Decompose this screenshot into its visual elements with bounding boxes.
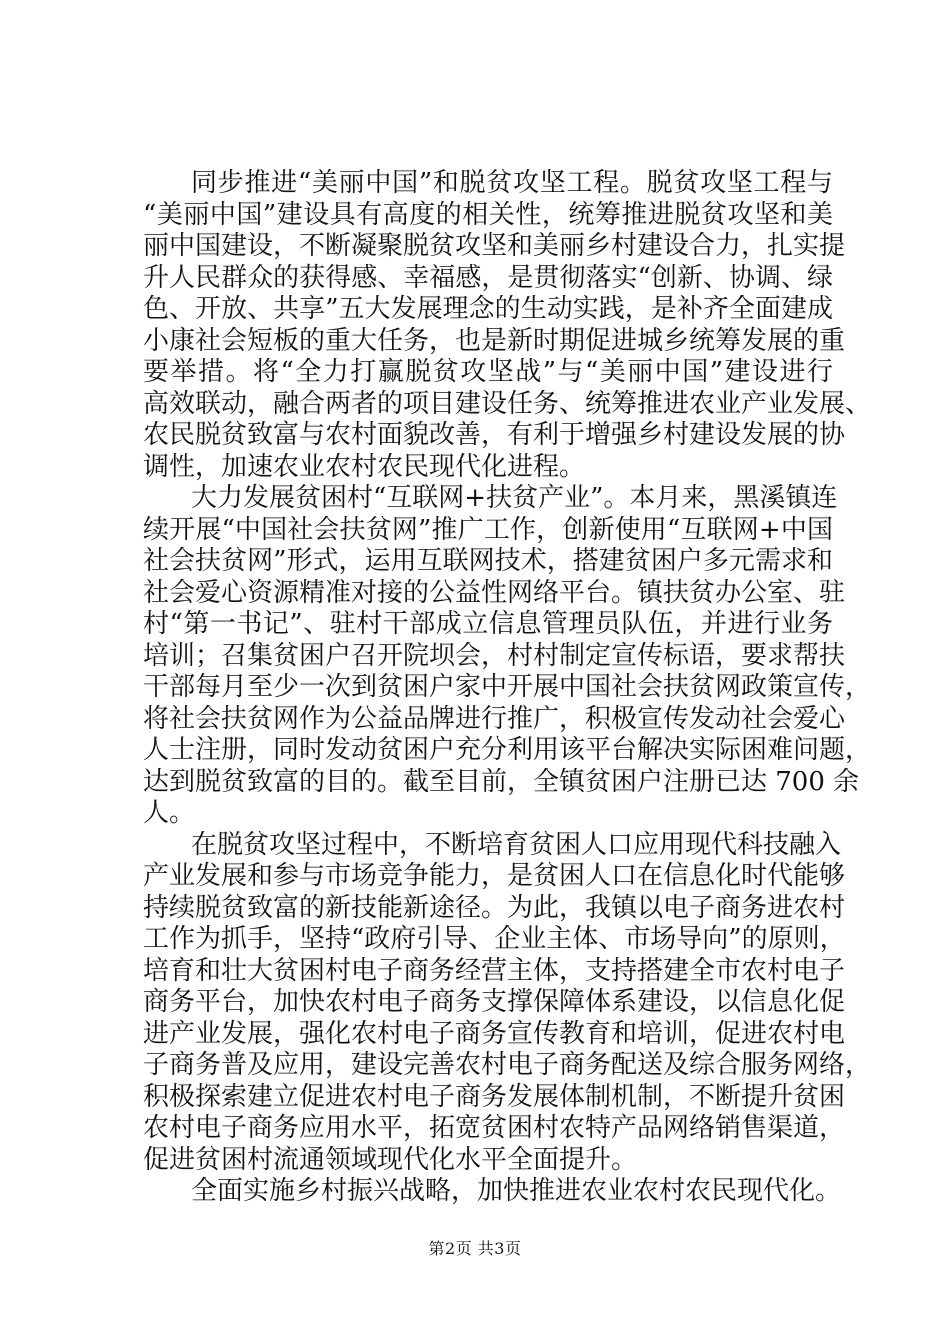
text-line: 村“第一书记”、驻村干部成立信息管理员队伍，并进行业务 (143, 609, 833, 639)
text-line: 大力发展贫困村“互联网+扶贫产业”。本月来，黑溪镇连 (191, 483, 838, 513)
text-line: 人。 (143, 798, 196, 828)
text-line: 调性，加速农业农村农民现代化进程。 (143, 451, 586, 482)
text-line: “美丽中国”建设具有高度的相关性，统筹推进脱贫攻坚和美 (143, 199, 833, 230)
text-line: 高效联动，融合两者的项目建设任务、统筹推进农业产业发展、 (143, 388, 872, 419)
text-line: 全面实施乡村振兴战略，加快推进农业农村农民现代化。 (191, 1176, 842, 1206)
text-line: 积极探索建立促进农村电子商务发展体制机制，不断提升贫困 (143, 1081, 846, 1112)
text-line: 进产业发展，强化农村电子商务宣传教育和培训，促进农村电 (143, 1018, 846, 1049)
document-body (143, 168, 872, 1208)
text-line: 农村电子商务应用水平，拓宽贫困村农特产品网络销售渠道， (143, 1113, 846, 1143)
text-line: 将社会扶贫网作为公益品牌进行推广，积极宣传发动社会爱心 (143, 703, 846, 734)
text-line: 升人民群众的获得感、幸福感，是贯彻落实“创新、协调、绿 (143, 262, 833, 293)
text-line: 农民脱贫致富与农村面貌改善，有利于增强乡村建设发展的协 (143, 420, 846, 450)
text-line: 在脱贫攻坚过程中，不断培育贫困人口应用现代科技融入 (191, 829, 842, 860)
text-line: 社会扶贫网”形式，运用互联网技术，搭建贫困户多元需求和 (143, 546, 833, 576)
text-line: 持续脱贫致富的新技能新途径。为此，我镇以电子商务进农村 (143, 892, 846, 923)
page-footer: 第2页 共3页 (428, 1239, 522, 1258)
text-line: 产业发展和参与市场竞争能力，是贫困人口在信息化时代能够 (143, 861, 846, 891)
text-line: 达到脱贫致富的目的。截至目前，全镇贫困户注册已达 700 余 (143, 766, 860, 797)
text-line: 小康社会短板的重大任务，也是新时期促进城乡统筹发展的重 (143, 325, 846, 356)
text-line: 培训；召集贫困户召开院坝会，村村制定宣传标语，要求帮扶 (143, 640, 846, 671)
text-line: 干部每月至少一次到贫困户家中开展中国社会扶贫网政策宣传， (143, 672, 872, 702)
text-line: 丽中国建设，不断凝聚脱贫攻坚和美丽乡村建设合力，扎实提 (143, 231, 846, 261)
text-line: 子商务普及应用，建设完善农村电子商务配送及综合服务网络， (143, 1050, 872, 1080)
text-line: 商务平台，加快农村电子商务支撑保障体系建设，以信息化促 (143, 987, 846, 1017)
text-line: 人士注册，同时发动贫困户充分利用该平台解决实际困难问题， (143, 735, 872, 765)
text-line: 续开展“中国社会扶贫网”推广工作，创新使用“互联网+中国 (143, 514, 833, 545)
text-line: 社会爱心资源精准对接的公益性网络平台。镇扶贫办公室、驻 (143, 577, 846, 608)
text-line: 促进贫困村流通领域现代化水平全面提升。 (143, 1144, 638, 1175)
text-line: 培育和壮大贫困村电子商务经营主体，支持搭建全市农村电子 (143, 955, 846, 986)
text-line: 色、开放、共享”五大发展理念的生动实践，是补齐全面建成 (143, 294, 833, 324)
text-line: 同步推进“美丽中国”和脱贫攻坚工程。脱贫攻坚工程与 (191, 168, 833, 198)
text-line: 工作为抓手，坚持“政府引导、企业主体、市场导向”的原则， (143, 924, 846, 954)
text-line: 要举措。将“全力打赢脱贫攻坚战”与“美丽中国”建设进行 (143, 357, 833, 387)
